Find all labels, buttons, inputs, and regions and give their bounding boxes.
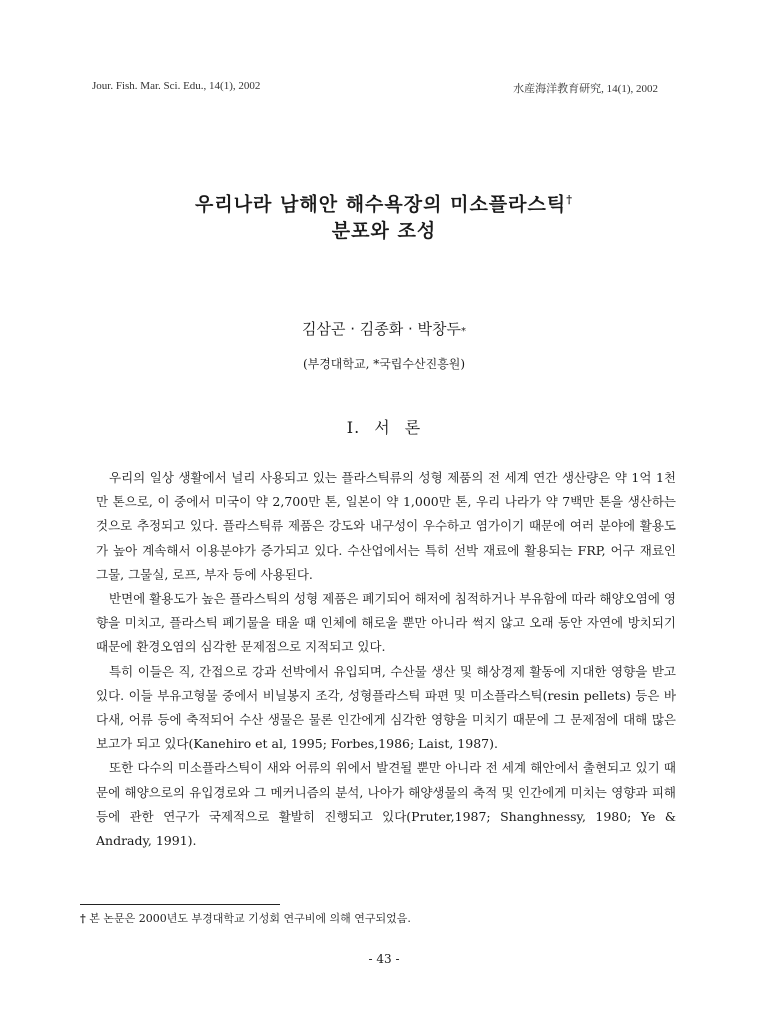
- paper-title: [0, 186, 768, 245]
- page-number: - 43 -: [368, 952, 400, 966]
- paragraph: 특히 이들은 직, 간접으로 강과 선박에서 유입되며, 수산물 생산 및 해상경제 활동에 지대한 영향을 받고 있다. 이들 부유고형물 중에서 비닐봉지 조각, 성형플라스틱 파편 및 미소플라스틱(resin pellets) 등은 바다새, 어류 등에 축적되어 수산 생물은 물론 인간에게 심각한 영향을 미치기 때문에 그 문제점에 대해 많은 보고가 되고 있다(Kanehiro et al, 1995; Forbes,1986; Laist, 1987).: [96, 663, 676, 752]
- author-list: [0, 318, 768, 339]
- author-star-mark: *: [461, 326, 467, 337]
- footnote: [80, 910, 680, 926]
- author-names: 김삼곤 · 김종화 · 박창두: [301, 320, 462, 338]
- journal-header-english: Jour. Fish. Mar. Sci. Edu., 14(1), 2002: [92, 80, 261, 92]
- author-affiliation: (부경대학교, *국립수산진흥원): [302, 357, 466, 371]
- footnote-mark: †: [80, 912, 86, 925]
- footnote-divider: [80, 904, 280, 905]
- section-heading-introduction: Ⅰ. 서 론: [346, 418, 422, 437]
- paragraph: 또한 다수의 미소플라스틱이 새와 어류의 위에서 발견될 뿐만 아니라 전 세계 해안에서 출현되고 있기 때문에 해양으로의 유입경로와 그 메커니즘의 분석, 나아가 해양생물의 축적 및 인간에게 미치는 영향과 피해 등에 관한 연구가 국제적으로 활발히 진행되고 있다(Pruter,1987; Shanghnessy, 1980; Ye & Andrady, 1991).: [96, 760, 676, 849]
- paragraph: 우리의 일상 생활에서 널리 사용되고 있는 플라스틱류의 성형 제품의 전 세계 연간 생산량은 약 1억 1천만 톤으로, 이 중에서 미국이 약 2,700만 톤, 일본이 약 1,000만 톤, 우리 나라가 약 7백만 톤을 생산하는 것으로 추정되고 있다. 플라스틱류 제품은 강도와 내구성이 우수하고 염가이기 때문에 여러 분야에 활용도가 높아 계속해서 이용분야가 증가되고 있다. 수산업에서는 특히 선박 재료에 활용되는 FRP, 어구 재료인 그물, 그물실, 로프, 부자 등에 사용된다.: [96, 470, 676, 582]
- body-text: [96, 466, 676, 853]
- footnote-text: 본 논문은 2000년도 부경대학교 기성회 연구비에 의해 연구되었음.: [89, 912, 411, 925]
- title-line-2: 분포와 조성: [331, 220, 437, 243]
- title-line-1-text: 우리나라 남해안 해수욕장의 미소플라스틱: [195, 193, 567, 216]
- title-dagger-mark: †: [566, 193, 573, 206]
- paragraph: 반면에 활용도가 높은 플라스틱의 성형 제품은 폐기되어 해저에 침적하거나 부유함에 따라 해양오염에 영향을 미치고, 플라스틱 폐기물을 태울 때 인체에 해로울 뿐만 아니라 썩지 않고 오래 동안 자연에 방치되기 때문에 환경오염의 심각한 문제점으로 지적되고 있다.: [96, 591, 676, 655]
- title-line-1: [0, 186, 768, 218]
- journal-header-korean: 水産海洋教育研究, 14(1), 2002: [513, 83, 658, 95]
